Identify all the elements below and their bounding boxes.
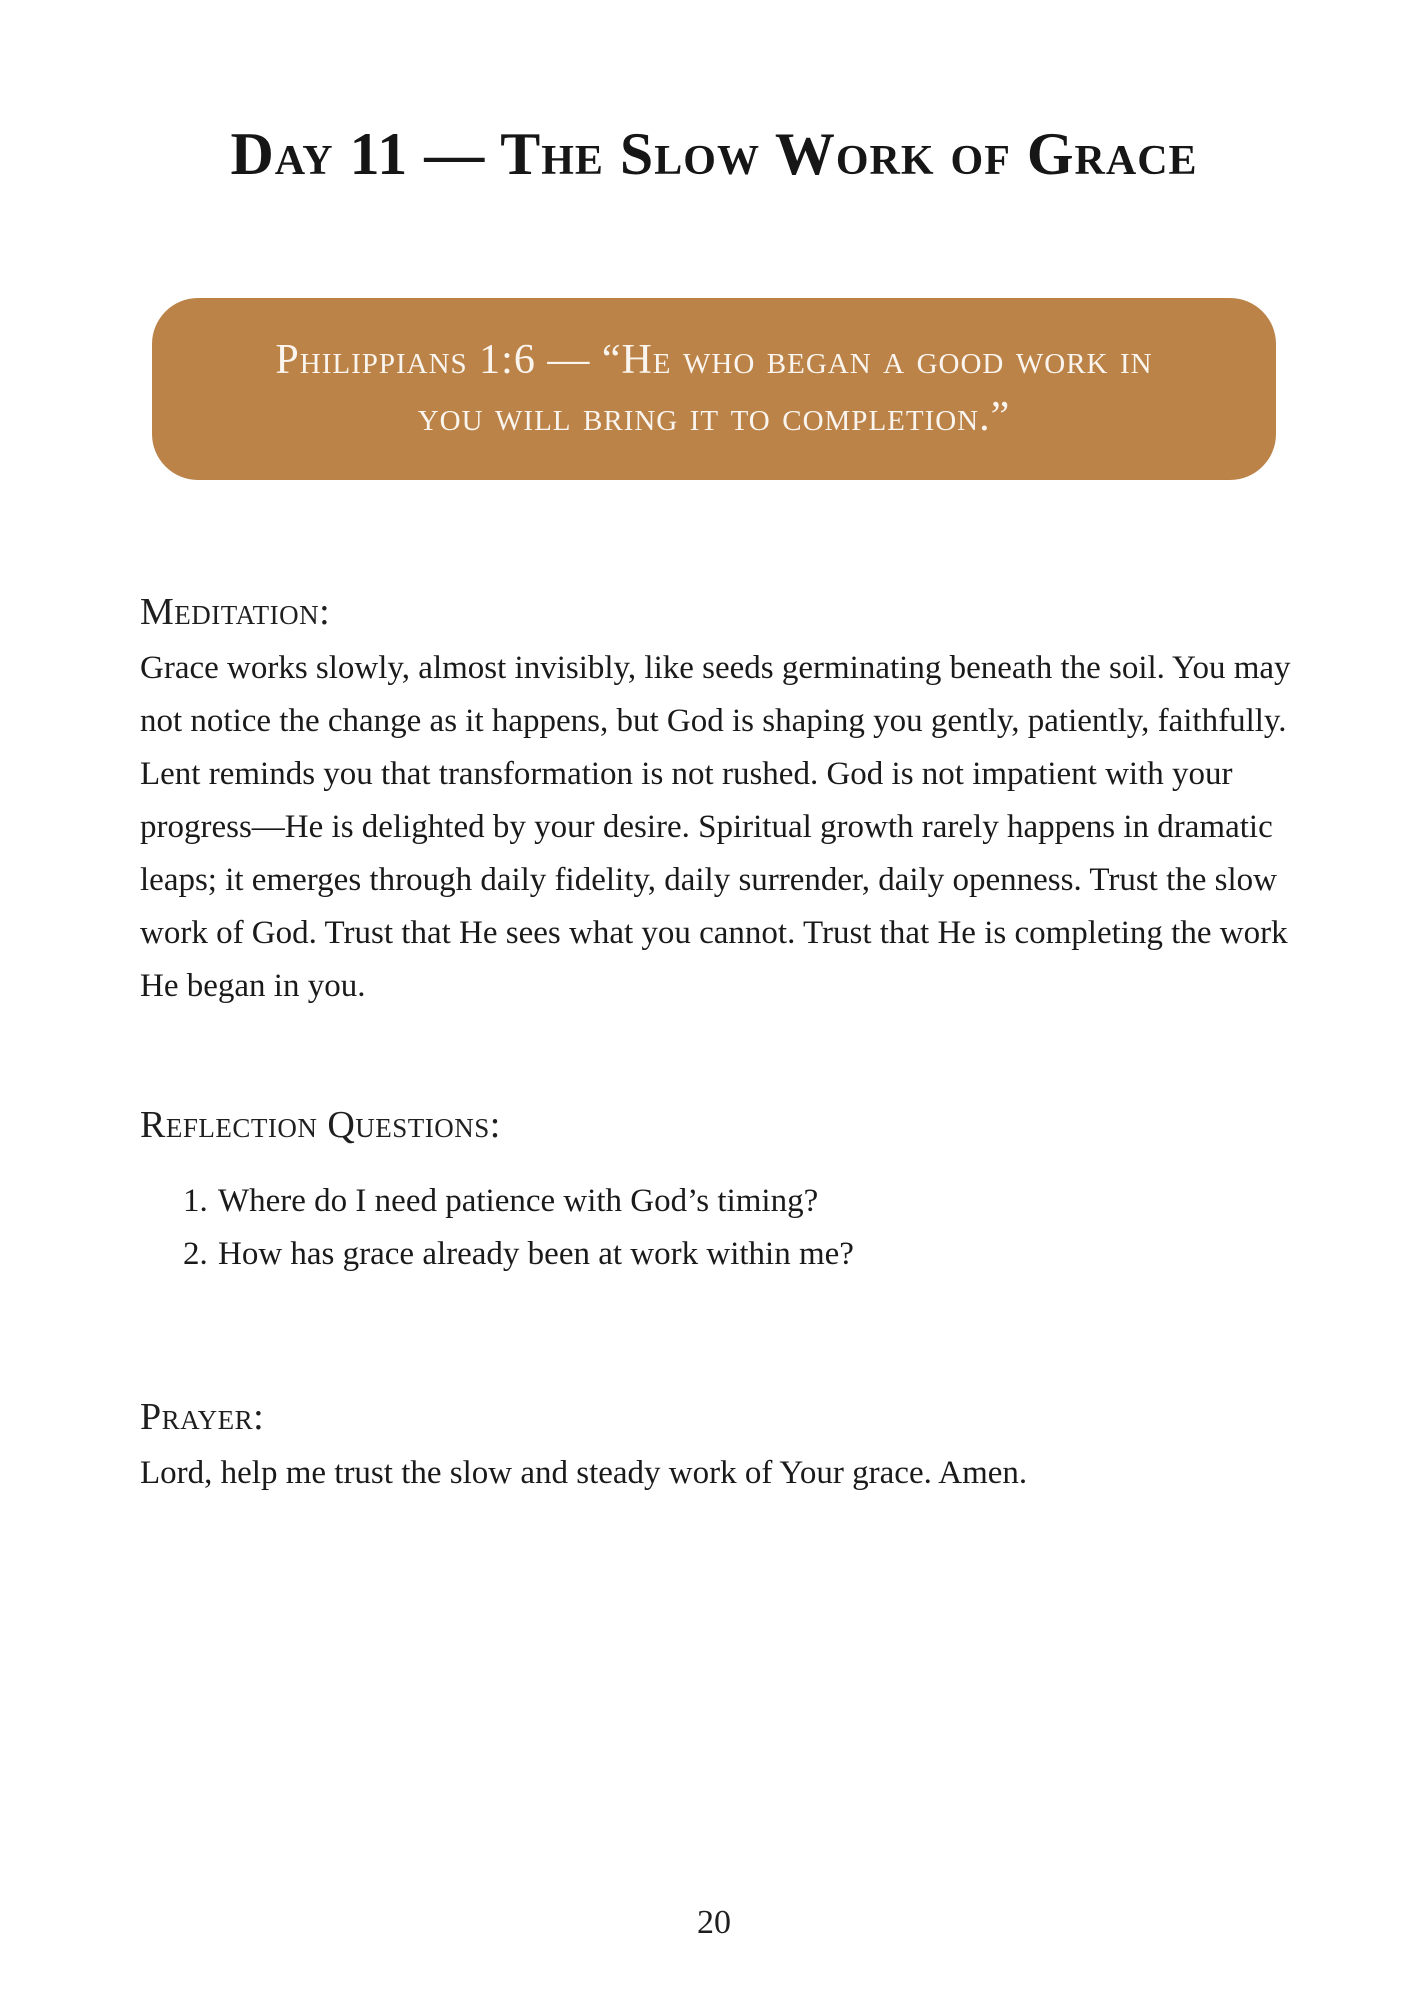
scripture-callout <box>152 298 1276 480</box>
prayer-body: Lord, help me trust the slow and steady work of Your grace. Amen. <box>140 1455 1028 1491</box>
page-content <box>140 588 1305 1500</box>
meditation-heading: Meditation: <box>140 591 331 633</box>
reflection-questions-heading: Reflection Questions: <box>140 1104 501 1146</box>
reflection-question-list <box>140 1175 1305 1281</box>
page-title: Day 11 — The Slow Work of Grace <box>230 121 1198 187</box>
reflection-question: 2. How has grace already been at work within me? <box>216 1228 1305 1281</box>
scripture-verse-text: Philippians 1:6 — “He who began a good work in you will bring it to completion.” <box>275 337 1153 440</box>
meditation-body: Grace works slowly, almost invisibly, like seeds germinating beneath the soil. You may not notice the change as it happens, but God is shaping you gently, patiently, faithfully. Lent reminds you that transformation is not rushed. God is not impatient with your progress—He is delighted by your desire. Spiritual growth rarely happens in dramatic leaps; it emerges through daily fidelity, daily surrender, daily openness. Trust the slow work of God. Trust that He sees what you cannot. Trust that He is completing the work He began in you. <box>140 650 1291 1004</box>
page-number: 20 <box>697 1904 731 1941</box>
prayer-heading: Prayer: <box>140 1396 265 1438</box>
reflection-question: 1. Where do I need patience with God’s timing? <box>216 1175 1305 1228</box>
